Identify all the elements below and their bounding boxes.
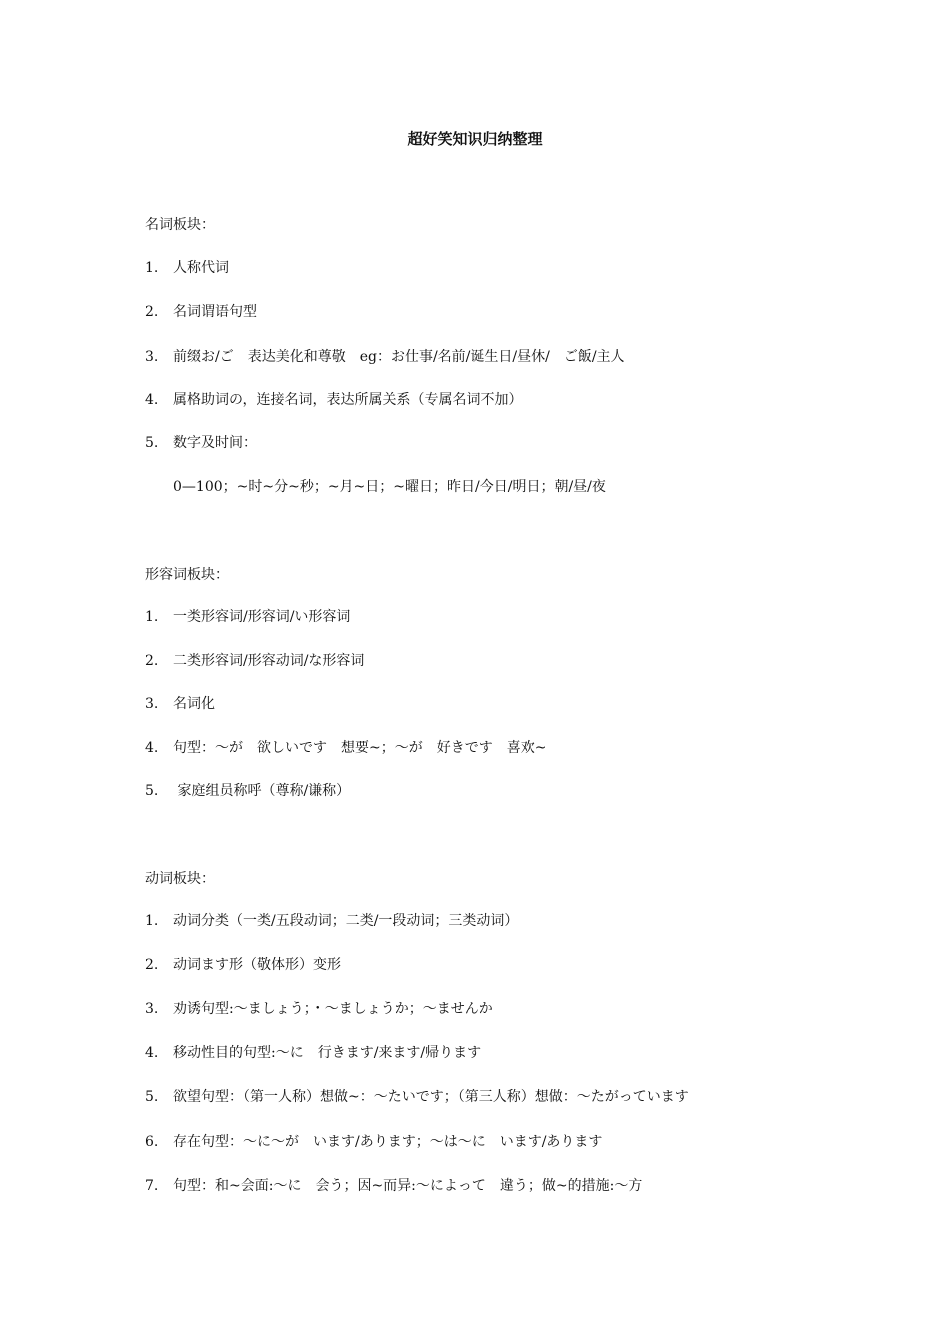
verb-item-1 bbox=[145, 910, 518, 930]
noun-item-1 bbox=[145, 257, 229, 277]
noun-item-4 bbox=[145, 389, 522, 409]
verb-item-3 bbox=[145, 998, 493, 1018]
item-text: 欲望句型：（第一人称）想做~：～たいです；（第三人称）想做：～たがっています bbox=[173, 1089, 689, 1105]
item-text: 句型：和~会面:～に 会う；因~而异:～によって 違う；做~的措施:～方 bbox=[173, 1178, 643, 1194]
item-text: 动词ます形（敬体形）变形 bbox=[173, 957, 341, 973]
noun-section-heading: 名词板块： bbox=[145, 217, 215, 233]
item-number: 4. bbox=[145, 740, 159, 756]
item-text: 移动性目的句型:～に 行きます/来ます/帰ります bbox=[173, 1045, 482, 1061]
adjective-item-4 bbox=[145, 737, 546, 757]
item-number: 1. bbox=[145, 260, 159, 276]
item-text: 动词分类（一类/五段动词；二类/一段动词；三类动词） bbox=[173, 913, 519, 929]
verb-section-heading: 动词板块： bbox=[145, 871, 215, 887]
item-text: 数字及时间： bbox=[173, 435, 257, 451]
adjective-item-2 bbox=[145, 650, 364, 670]
item-text: 属格助词の，连接名词，表达所属关系（专属名词不加） bbox=[173, 392, 523, 408]
item-text: 家庭组员称呼（尊称/谦称） bbox=[173, 783, 351, 799]
item-number: 1. bbox=[145, 913, 159, 929]
item-number: 3. bbox=[145, 696, 159, 712]
item-text: 名词化 bbox=[173, 696, 215, 712]
item-number: 5. bbox=[145, 435, 159, 451]
item-number: 6. bbox=[145, 1134, 159, 1150]
verb-item-5 bbox=[145, 1086, 689, 1106]
item-text: 句型：～が 欲しいです 想要~；～が 好きです 喜欢~ bbox=[173, 740, 547, 756]
item-text: 二类形容词/形容动词/な形容词 bbox=[173, 653, 365, 669]
item-number: 4. bbox=[145, 392, 159, 408]
noun-item-5 bbox=[145, 432, 257, 452]
document-title: 超好笑知识归纳整理 bbox=[407, 130, 543, 148]
verb-item-6 bbox=[145, 1131, 602, 1151]
adjective-item-3 bbox=[145, 693, 215, 713]
verb-item-2 bbox=[145, 954, 341, 974]
item-text: 一类形容词/形容词/い形容词 bbox=[173, 609, 351, 625]
time-number-subitem: 0—100；~时~分~秒；~月~日；~曜日；昨日/今日/明日；朝/昼/夜 bbox=[173, 479, 606, 495]
item-number: 2. bbox=[145, 653, 159, 669]
noun-item-2 bbox=[145, 301, 257, 321]
item-number: 3. bbox=[145, 349, 159, 365]
item-number: 5. bbox=[145, 783, 159, 799]
verb-item-7 bbox=[145, 1175, 642, 1195]
item-number: 4. bbox=[145, 1045, 159, 1061]
item-number: 1. bbox=[145, 609, 159, 625]
adjective-item-5 bbox=[145, 780, 350, 800]
item-number: 7. bbox=[145, 1178, 159, 1194]
adjective-section-heading: 形容词板块： bbox=[145, 567, 229, 583]
adjective-item-1 bbox=[145, 606, 350, 626]
item-number: 2. bbox=[145, 304, 159, 320]
item-text: 名词谓语句型 bbox=[173, 304, 257, 320]
item-number: 2. bbox=[145, 957, 159, 973]
item-text: 人称代词 bbox=[173, 260, 229, 276]
item-number: 3. bbox=[145, 1001, 159, 1017]
item-number: 5. bbox=[145, 1089, 159, 1105]
item-text: 劝诱句型:～ましょう；・～ましょうか；～ませんか bbox=[173, 1001, 493, 1017]
item-text: 前缀お/ご 表达美化和尊敬 eg：お仕事/名前/诞生日/昼休/ ご飯/主人 bbox=[173, 349, 625, 365]
verb-item-4 bbox=[145, 1042, 481, 1062]
noun-item-3 bbox=[145, 346, 625, 366]
item-text: 存在句型：～に～が います/あります；～は～に います/あります bbox=[173, 1134, 603, 1150]
